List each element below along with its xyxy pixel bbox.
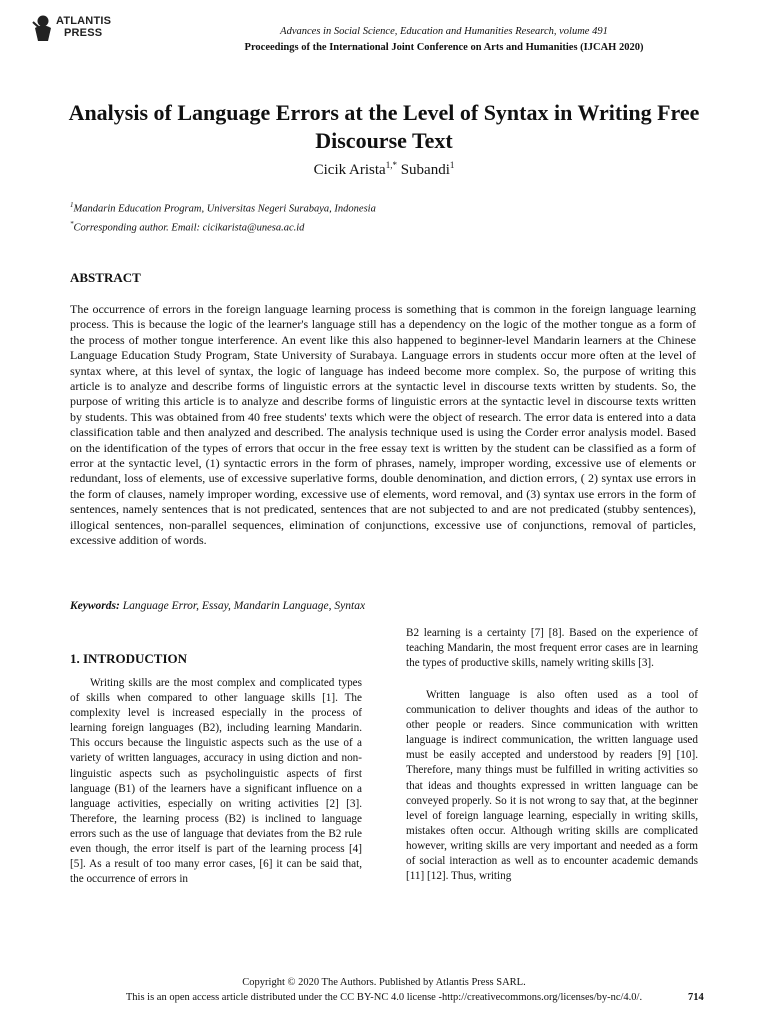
proceedings-header: Proceedings of the International Joint Conference on Arts and Humanities (IJCAH 2020) [244,42,644,53]
affiliations [70,198,376,235]
author-affiliation-mark: 1 [449,160,455,170]
license-line: This is an open access article distributed under the CC BY-NC 4.0 license -http://creativecommons.org/licenses/by-nc/4.0/. [125,992,643,1003]
author-name: Cicik Arista [313,162,386,178]
affiliation-line: $^1$Mandarin Education Program, Universitas Negeri Surabaya, Indonesia [70,201,376,215]
atlas-figure-icon [32,14,54,42]
abstract-text: The occurrence of errors in the foreign language learning process is something that is common in the foreign language learning process. This is because the logic of the learner's language still has a dependency on the logic of the mother tongue as a form of the process of mother tongue interference. An event like this also happened to beginner-level Mandarin learners at the Chinese Language Education Study Program, State University of Surabaya. Language errors in students occur more often at the level of syntax where, at this level of syntax, the logic of language has indeed become more complex. So, the purpose of writing this article is to analyze and describe forms of linguistic errors at the syntactic level in discourse texts written by students. So, the purpose of writing this article is to analyze and describe forms of linguistic errors at the syntactic level in discourse texts written by students. This was obtained from 40 free students' texts which were the object of research. The error data is entered into a data classification table and then analyzed and described. The analysis technique used is using the Corder error analysis model. Based on the identification of the types of errors that occur in the free essay text is written by the student can be classified as a form of error at the syntactic level, (1) syntactic errors in the form of phrases, namely, improper wording, excessive use of elements or redundant, loss of elements, use of excessive superlative forms, double denomination, and diction errors, ( 2) syntax use errors in the form of clauses, namely improper wording, excessive use of elements, word removal, and (3) syntax use errors in the form of sentences, namely sentences that is not predicated, sentences that are not subjected to and are not predicated (stubby sentences), illogical sentences, non-parallel sequences, elimination of conjunctions, excessive use of conjunctions, removal of particles, excessive addition of words. [70,302,696,548]
section-heading-introduction: 1. INTRODUCTION [70,651,188,666]
copyright-line: Copyright © 2020 The Authors. Published by Atlantis Press SARL. [242,977,526,988]
logo-wordmark: ATLANTIS PRESS [56,15,112,39]
intro-paragraph-left: Writing skills are the most complex and complicated types of skills when compared to other language skills [1]. The complexity level is increased especially in the process of learning foreign languages (B2), including learning Mandarin. This occurs because the linguistic aspects such as the use of a variety of written languages, accuracy in using diction and non-linguistic aspects such as psycholinguistic aspects of first language (B1) of the learners have a significant influence on a language activities, especially on writing activities [2] [3]. Therefore, the learning process (B2) is inclined to language errors such as the use of language that deviates from the B2 rule even though, the error itself is part of the learning process [4] [5]. As a result of too many error cases, [6] it can be said that, the occurrence of errors in [70,677,362,886]
publisher-logo [32,14,127,56]
intro-paragraph-right-2: Written language is also often used as a tool of communication to deliver thoughts and ideas of the author to other people or readers. Since communication with written language is indirect communication, the written language used must be easily accepted and understood by readers [9] [10]. Therefore, many things must be fulfilled in writing activities so that ideas and thoughts expressed in written language can be conveyed properly. So it is not wrong to say that, at the beginner level of foreign language learning, especially in writing skills, mistakes often occur. Although writing skills are complicated however, writing skills are very important and needed as a form of social interaction as well as to encounter academic demands [11] [12]. Thus, writing [406,689,698,883]
paper-title: Analysis of Language Errors at the Level of Syntax in Writing Free Discourse Text [68,100,700,153]
intro-paragraph-right-1: B2 learning is a certainty [7] [8]. Based on the experience of teaching Mandarin, the most frequent error cases are in learning the types of productive skills, namely writing skills [3]. [406,627,698,670]
author-affiliation-mark: 1,* [385,160,397,170]
page-number: 714 [688,992,704,1003]
keywords-list: Language Error, Essay, Mandarin Language, Syntax [122,600,366,612]
keywords-label: Keywords: [70,600,120,612]
keywords [70,600,365,612]
corresponding-author-line: *Corresponding author. Email: cicikarista@unesa.ac.id [70,219,305,233]
abstract-heading: ABSTRACT [70,270,141,285]
series-header: Advances in Social Science, Education and Humanities Research, volume 491 [280,26,608,37]
author-list [0,160,768,179]
author-name: Subandi [400,162,450,178]
